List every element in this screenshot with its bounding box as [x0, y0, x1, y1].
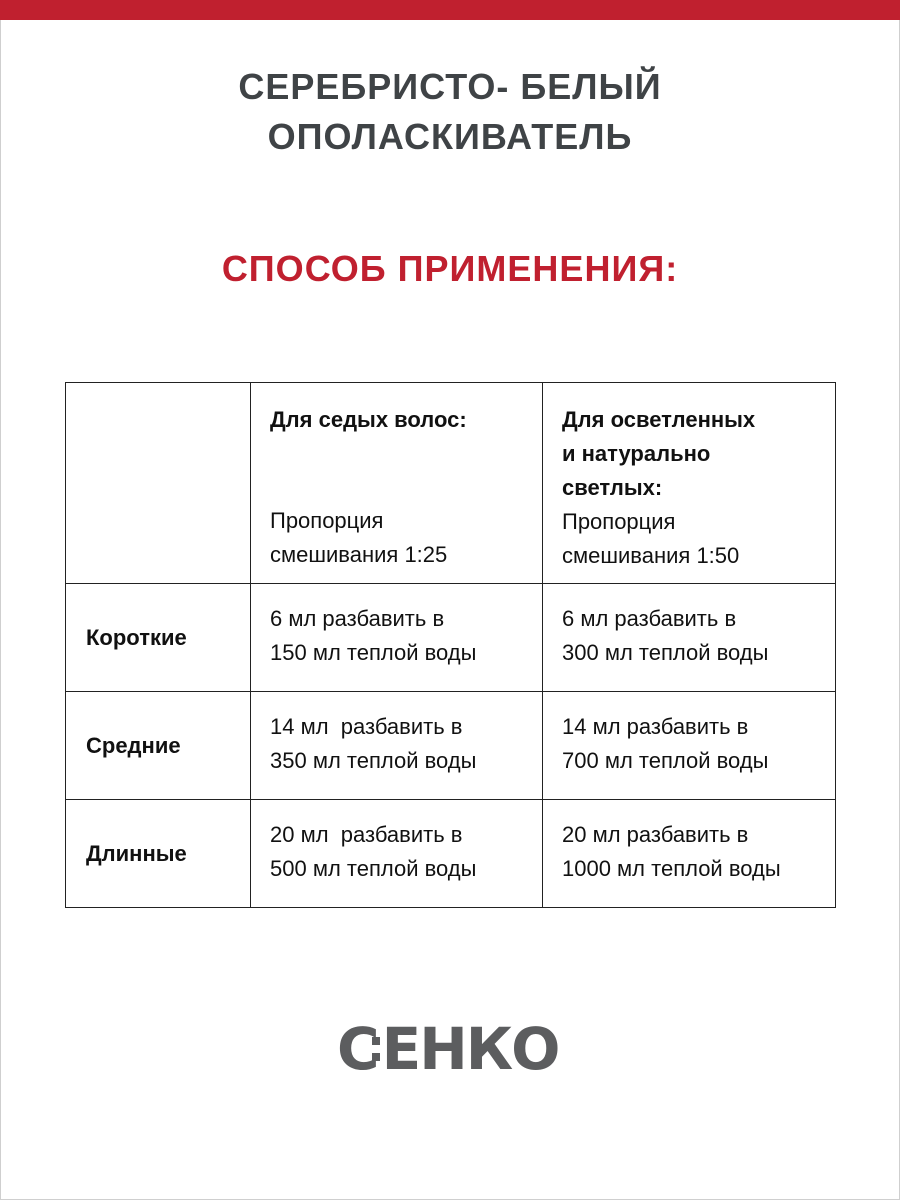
cell-short-light — [543, 584, 836, 692]
table-header-row — [66, 383, 836, 584]
brand-logo — [337, 1015, 567, 1083]
cell-line: 150 мл теплой воды — [270, 640, 477, 665]
cell-short-grey — [251, 584, 543, 692]
row-label-short: Короткие — [66, 584, 251, 692]
cell-medium-light — [543, 692, 836, 800]
cell-medium-grey — [251, 692, 543, 800]
table-corner-cell — [66, 383, 251, 584]
title-line-2: ОПОЛАСКИВАТЕЛЬ — [267, 116, 633, 157]
usage-heading: СПОСОБ ПРИМЕНЕНИЯ: — [221, 248, 679, 289]
top-accent-bar — [0, 0, 900, 20]
page-title — [0, 62, 900, 162]
cell-line: 20 мл разбавить в — [270, 822, 463, 847]
table-row — [66, 692, 836, 800]
cell-long-grey — [251, 800, 543, 908]
cell-line: 6 мл разбавить в — [562, 606, 737, 631]
cell-line: 20 мл разбавить в — [562, 822, 749, 847]
header-grey-proportion-2: смешивания 1:25 — [270, 542, 448, 567]
header-grey-hair — [251, 383, 543, 584]
header-light-hair — [543, 383, 836, 584]
header-light-proportion-1: Пропорция — [562, 509, 676, 534]
header-light-title-1: Для осветленных — [562, 407, 756, 432]
table-row — [66, 800, 836, 908]
usage-table — [65, 382, 836, 908]
table-row — [66, 584, 836, 692]
cell-line: 700 мл теплой воды — [562, 748, 769, 773]
header-light-title-3: светлых: — [562, 475, 663, 500]
header-grey-title: Для седых волос: — [270, 407, 467, 432]
cell-line: 350 мл теплой воды — [270, 748, 477, 773]
cell-long-light — [543, 800, 836, 908]
logo-text: ЕНКО — [381, 1015, 559, 1083]
cell-line: 1000 мл теплой воды — [562, 856, 781, 881]
row-label-long: Длинные — [66, 800, 251, 908]
header-light-title-2: и натурально — [562, 441, 711, 466]
title-line-1: СЕРЕБРИСТО- БЕЛЫЙ — [238, 66, 662, 107]
cell-line: 14 мл разбавить в — [562, 714, 749, 739]
cell-line: 14 мл разбавить в — [270, 714, 463, 739]
cell-line: 500 мл теплой воды — [270, 856, 477, 881]
row-label-medium: Средние — [66, 692, 251, 800]
header-light-proportion-2: смешивания 1:50 — [562, 543, 740, 568]
cell-line: 300 мл теплой воды — [562, 640, 769, 665]
header-grey-proportion-1: Пропорция — [270, 508, 384, 533]
cell-line: 6 мл разбавить в — [270, 606, 445, 631]
logo-letter-c: C — [337, 1015, 378, 1083]
